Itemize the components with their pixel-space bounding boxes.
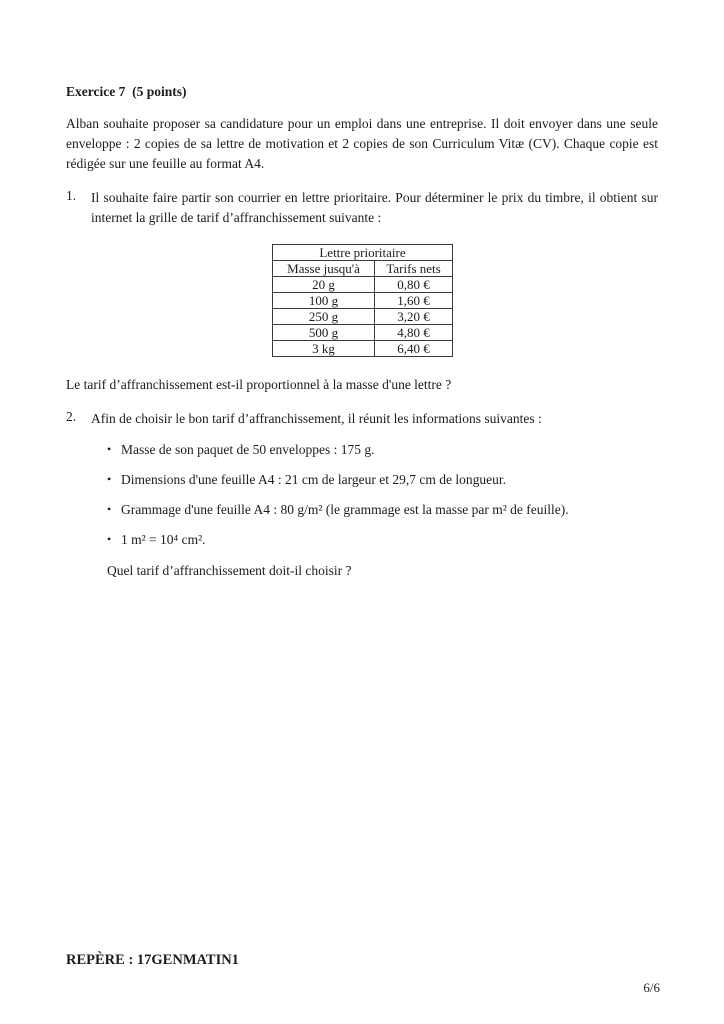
- bullet-text: Masse de son paquet de 50 enveloppes : 175 g.: [121, 442, 375, 457]
- bullet-icon: •: [107, 532, 112, 546]
- tariff-table-wrap: [272, 244, 658, 357]
- page-content: [66, 84, 658, 581]
- list-item: [107, 531, 658, 548]
- question-1: [66, 188, 658, 228]
- question-2: [66, 409, 658, 429]
- table-header-row: [273, 261, 453, 277]
- table-cell-mass: 20 g: [273, 277, 375, 293]
- table-title-row: [273, 245, 453, 261]
- list-item: [107, 471, 658, 488]
- tariff-table: [272, 244, 453, 357]
- bullet-icon: •: [107, 502, 112, 516]
- table-cell-tarif: 1,60 €: [375, 293, 453, 309]
- table-cell-mass: 500 g: [273, 325, 375, 341]
- footer-repere: REPÈRE : 17GENMATIN1: [66, 952, 239, 968]
- table-row: [273, 325, 453, 341]
- table-row: [273, 341, 453, 357]
- table-cell-mass: 100 g: [273, 293, 375, 309]
- info-bullet-list: [107, 441, 658, 548]
- table-cell-mass: 250 g: [273, 309, 375, 325]
- bullet-text: Dimensions d'une feuille A4 : 21 cm de largeur et 29,7 cm de longueur.: [121, 472, 506, 487]
- bullet-icon: •: [107, 442, 112, 456]
- list-item: [107, 441, 658, 458]
- table-cell-tarif: 0,80 €: [375, 277, 453, 293]
- question-1-text: Il souhaite faire partir son courrier en lettre prioritaire. Pour déterminer le prix du timbre, il obtient sur internet la grille de tarif d’affranchissement suivante :: [91, 190, 658, 225]
- bullet-text: Grammage d'une feuille A4 : 80 g/m² (le grammage est la masse par m² de feuille).: [121, 502, 569, 517]
- table-cell-tarif: 3,20 €: [375, 309, 453, 325]
- table-header-mass: Masse jusqu'à: [273, 261, 375, 277]
- question-2-text: Afin de choisir le bon tarif d’affranchissement, il réunit les informations suivantes :: [91, 411, 542, 426]
- table-cell-tarif: 6,40 €: [375, 341, 453, 357]
- table-row: [273, 277, 453, 293]
- table-header-tarif: Tarifs nets: [375, 261, 453, 277]
- question-2-number: 2.: [66, 409, 77, 424]
- page-number: 6/6: [643, 980, 660, 995]
- table-row: [273, 293, 453, 309]
- question-2-prompt: Quel tarif d’affranchissement doit-il choisir ?: [107, 563, 352, 578]
- question-1-number: 1.: [66, 188, 77, 203]
- bullet-icon: •: [107, 472, 112, 486]
- exercise-title: Exercice 7 (5 points): [66, 84, 187, 99]
- intro-paragraph: Alban souhaite proposer sa candidature pour un emploi dans une entreprise. Il doit envoyer dans une seule enveloppe : 2 copies de sa lettre de motivation et 2 copies de son Curriculum Vitæ (CV). Chaque copie est rédigée sur une feuille au format A4.: [66, 116, 658, 171]
- bullet-text: 1 m² = 10⁴ cm².: [121, 532, 206, 547]
- table-title: Lettre prioritaire: [273, 245, 453, 261]
- table-cell-tarif: 4,80 €: [375, 325, 453, 341]
- list-item: [107, 501, 658, 518]
- question-1-prompt: Le tarif d’affranchissement est-il proportionnel à la masse d'une lettre ?: [66, 377, 452, 392]
- table-row: [273, 309, 453, 325]
- table-cell-mass: 3 kg: [273, 341, 375, 357]
